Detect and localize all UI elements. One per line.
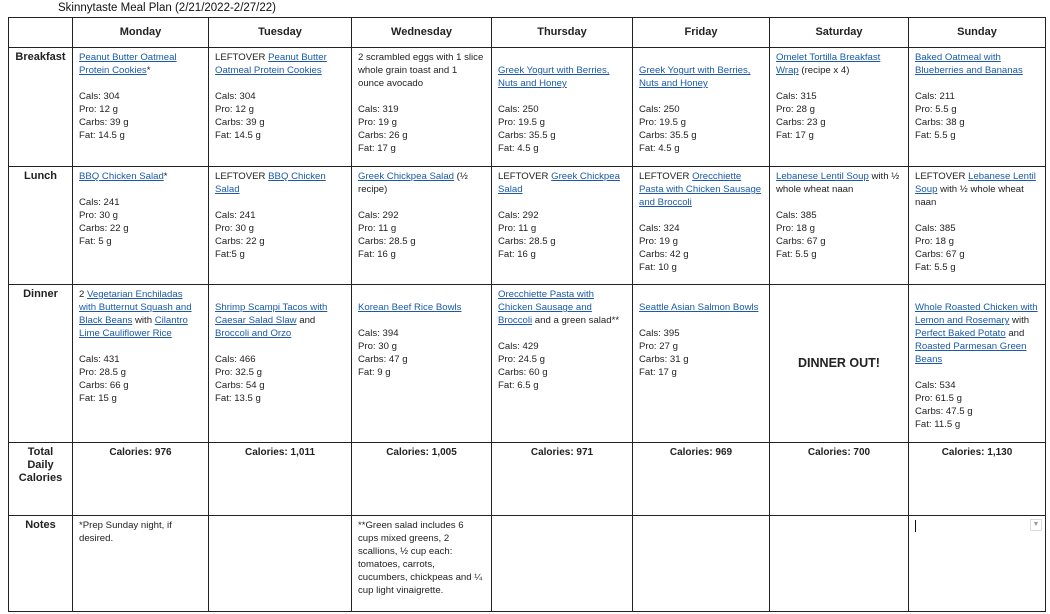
recipe-link[interactable]: Omelet Tortilla Breakfast Wrap: [776, 52, 881, 76]
row-label-lunch: Lunch: [9, 167, 73, 285]
day-header: Friday: [633, 18, 770, 48]
meal-cell: LEFTOVER Orecchiette Pasta with Chicken Sausage and Broccoli Cals: 324 Pro: 19 g Carbs: 42 g Fat: 10 g: [633, 167, 770, 285]
row-label-total: Total Daily Calories: [9, 443, 73, 516]
meal-plan-table: [8, 17, 1046, 612]
recipe-link[interactable]: Perfect Baked Potato: [915, 328, 1006, 339]
recipe-link[interactable]: Vegetarian Enchiladas with Butternut Squash and Black Beans: [79, 289, 192, 326]
recipe-link[interactable]: Whole Roasted Chicken with Lemon and Rosemary: [915, 302, 1038, 326]
meal-cell: Baked Oatmeal with Blueberries and Bananas Cals: 211 Pro: 5.5 g Carbs: 38 g Fat: 5.5 g: [909, 48, 1046, 167]
total-calories: Calories: 976: [73, 443, 209, 516]
recipe-link[interactable]: Peanut Butter Oatmeal Protein Cookies: [215, 52, 327, 76]
row-label-notes: Notes: [9, 516, 73, 612]
meal-cell: LEFTOVER Greek Chickpea Salad Cals: 292 Pro: 11 g Carbs: 28.5 g Fat: 16 g: [492, 167, 633, 285]
breakfast-row: [9, 48, 1046, 167]
meal-cell: Lebanese Lentil Soup with ½ whole wheat naan Cals: 385 Pro: 18 g Carbs: 67 g Fat: 5.5 g: [770, 167, 909, 285]
meal-cell: Greek Chickpea Salad (½ recipe) Cals: 292 Pro: 11 g Carbs: 28.5 g Fat: 16 g: [352, 167, 492, 285]
recipe-link[interactable]: Lebanese Lentil Soup: [915, 171, 1036, 195]
meal-cell: Greek Yogurt with Berries, Nuts and Honey Cals: 250 Pro: 19.5 g Carbs: 35.5 g Fat: 4.5 g: [633, 48, 770, 167]
total-calories: Calories: 969: [633, 443, 770, 516]
total-calories: Calories: 1,005: [352, 443, 492, 516]
row-label-dinner: Dinner: [9, 285, 73, 443]
dinner-row: [9, 285, 1046, 443]
day-header: Wednesday: [352, 18, 492, 48]
total-calories: Calories: 971: [492, 443, 633, 516]
meal-cell: Peanut Butter Oatmeal Protein Cookies* Cals: 304 Pro: 12 g Carbs: 39 g Fat: 14.5 g: [73, 48, 209, 167]
recipe-link[interactable]: Greek Yogurt with Berries, Nuts and Honey: [639, 65, 751, 89]
recipe-link[interactable]: Orecchiette Pasta with Chicken Sausage and Broccoli: [639, 171, 762, 208]
note-cell[interactable]: **Green salad includes 6 cups mixed greens, 2 scallions, ½ cup each: tomatoes, carrots, cucumbers, chickpeas and ¼ cup light vinaigrette.: [352, 516, 492, 612]
meal-cell: Korean Beef Rice Bowls Cals: 394 Pro: 30 g Carbs: 47 g Fat: 9 g: [352, 285, 492, 443]
recipe-link[interactable]: Roasted Parmesan Green Beans: [915, 341, 1027, 365]
recipe-link[interactable]: Broccoli and Orzo: [215, 328, 292, 339]
meal-cell: 2 Vegetarian Enchiladas with Butternut Squash and Black Beans with Cilantro Lime Cauliflower Rice Cals: 431 Pro: 28.5 g Carbs: 66 g Fat: 15 g: [73, 285, 209, 443]
total-calories: Calories: 700: [770, 443, 909, 516]
note-cell[interactable]: [770, 516, 909, 612]
recipe-link[interactable]: Greek Chickpea Salad: [358, 171, 454, 182]
meal-cell: Whole Roasted Chicken with Lemon and Rosemary with Perfect Baked Potato and Roasted Parmesan Green Beans Cals: 534 Pro: 61.5 g Carbs: 47.5 g Fat: 11.5 g: [909, 285, 1046, 443]
note-cell-active[interactable]: [909, 516, 1046, 612]
meal-cell: Orecchiette Pasta with Chicken Sausage and Broccoli and a green salad** Cals: 429 Pro: 24.5 g Carbs: 60 g Fat: 6.5 g: [492, 285, 633, 443]
recipe-link[interactable]: BBQ Chicken Salad: [79, 171, 164, 182]
note-cell[interactable]: *Prep Sunday night, if desired.: [73, 516, 209, 612]
meal-cell: Greek Yogurt with Berries, Nuts and Honey Cals: 250 Pro: 19.5 g Carbs: 35.5 g Fat: 4.5 g: [492, 48, 633, 167]
recipe-link[interactable]: Korean Beef Rice Bowls: [358, 302, 462, 313]
recipe-link[interactable]: Peanut Butter Oatmeal Protein Cookies: [79, 52, 177, 76]
meal-cell: 2 scrambled eggs with 1 slice whole grain toast and 1 ounce avocado Cals: 319 Pro: 19 g Carbs: 26 g Fat: 17 g: [352, 48, 492, 167]
note-cell[interactable]: [209, 516, 352, 612]
day-header: Thursday: [492, 18, 633, 48]
recipe-link[interactable]: Baked Oatmeal with Blueberries and Bananas: [915, 52, 1023, 76]
totals-row: [9, 443, 1046, 516]
meal-cell: LEFTOVER BBQ Chicken Salad Cals: 241 Pro: 30 g Carbs: 22 g Fat:5 g: [209, 167, 352, 285]
page-title: Skinnytaste Meal Plan (2/21/2022-2/27/22): [58, 2, 276, 14]
meal-cell: Seattle Asian Salmon Bowls Cals: 395 Pro: 27 g Carbs: 31 g Fat: 17 g: [633, 285, 770, 443]
recipe-link[interactable]: BBQ Chicken Salad: [215, 171, 326, 195]
meal-cell: LEFTOVER Lebanese Lentil Soup with ½ whole wheat naan Cals: 385 Pro: 18 g Carbs: 67 g Fat: 5.5 g: [909, 167, 1046, 285]
note-cell[interactable]: [492, 516, 633, 612]
text-cursor: [915, 520, 916, 532]
corner-cell: [9, 18, 73, 48]
recipe-link[interactable]: Orecchiette Pasta with Chicken Sausage and Broccoli: [498, 289, 594, 326]
recipe-link[interactable]: Lebanese Lentil Soup: [776, 171, 869, 182]
note-cell[interactable]: [633, 516, 770, 612]
notes-row: [9, 516, 1046, 612]
meal-cell: LEFTOVER Peanut Butter Oatmeal Protein Cookies Cals: 304 Pro: 12 g Carbs: 39 g Fat: 14.5 g: [209, 48, 352, 167]
day-header: Monday: [73, 18, 209, 48]
recipe-link[interactable]: Greek Yogurt with Berries, Nuts and Honey: [498, 65, 610, 89]
total-calories: Calories: 1,011: [209, 443, 352, 516]
lunch-row: [9, 167, 1046, 285]
meal-cell: Omelet Tortilla Breakfast Wrap (recipe x 4) Cals: 315 Pro: 28 g Carbs: 23 g Fat: 17 g: [770, 48, 909, 167]
meal-cell: Shrimp Scampi Tacos with Caesar Salad Slaw and Broccoli and Orzo Cals: 466 Pro: 32.5 g Carbs: 54 g Fat: 13.5 g: [209, 285, 352, 443]
meal-cell: BBQ Chicken Salad* Cals: 241 Pro: 30 g Carbs: 22 g Fat: 5 g: [73, 167, 209, 285]
recipe-link[interactable]: Seattle Asian Salmon Bowls: [639, 302, 759, 313]
day-header: Sunday: [909, 18, 1046, 48]
recipe-link[interactable]: Cilantro Lime Cauliflower Rice: [79, 315, 188, 339]
chevron-down-icon[interactable]: ▼: [1030, 519, 1042, 531]
total-calories: Calories: 1,130: [909, 443, 1046, 516]
day-header: Tuesday: [209, 18, 352, 48]
row-label-breakfast: Breakfast: [9, 48, 73, 167]
recipe-link[interactable]: Shrimp Scampi Tacos with Caesar Salad Slaw: [215, 302, 328, 326]
day-header: Saturday: [770, 18, 909, 48]
header-row: [9, 18, 1046, 48]
dinner-out-cell: DINNER OUT!: [770, 285, 909, 443]
recipe-link[interactable]: Greek Chickpea Salad: [498, 171, 620, 195]
